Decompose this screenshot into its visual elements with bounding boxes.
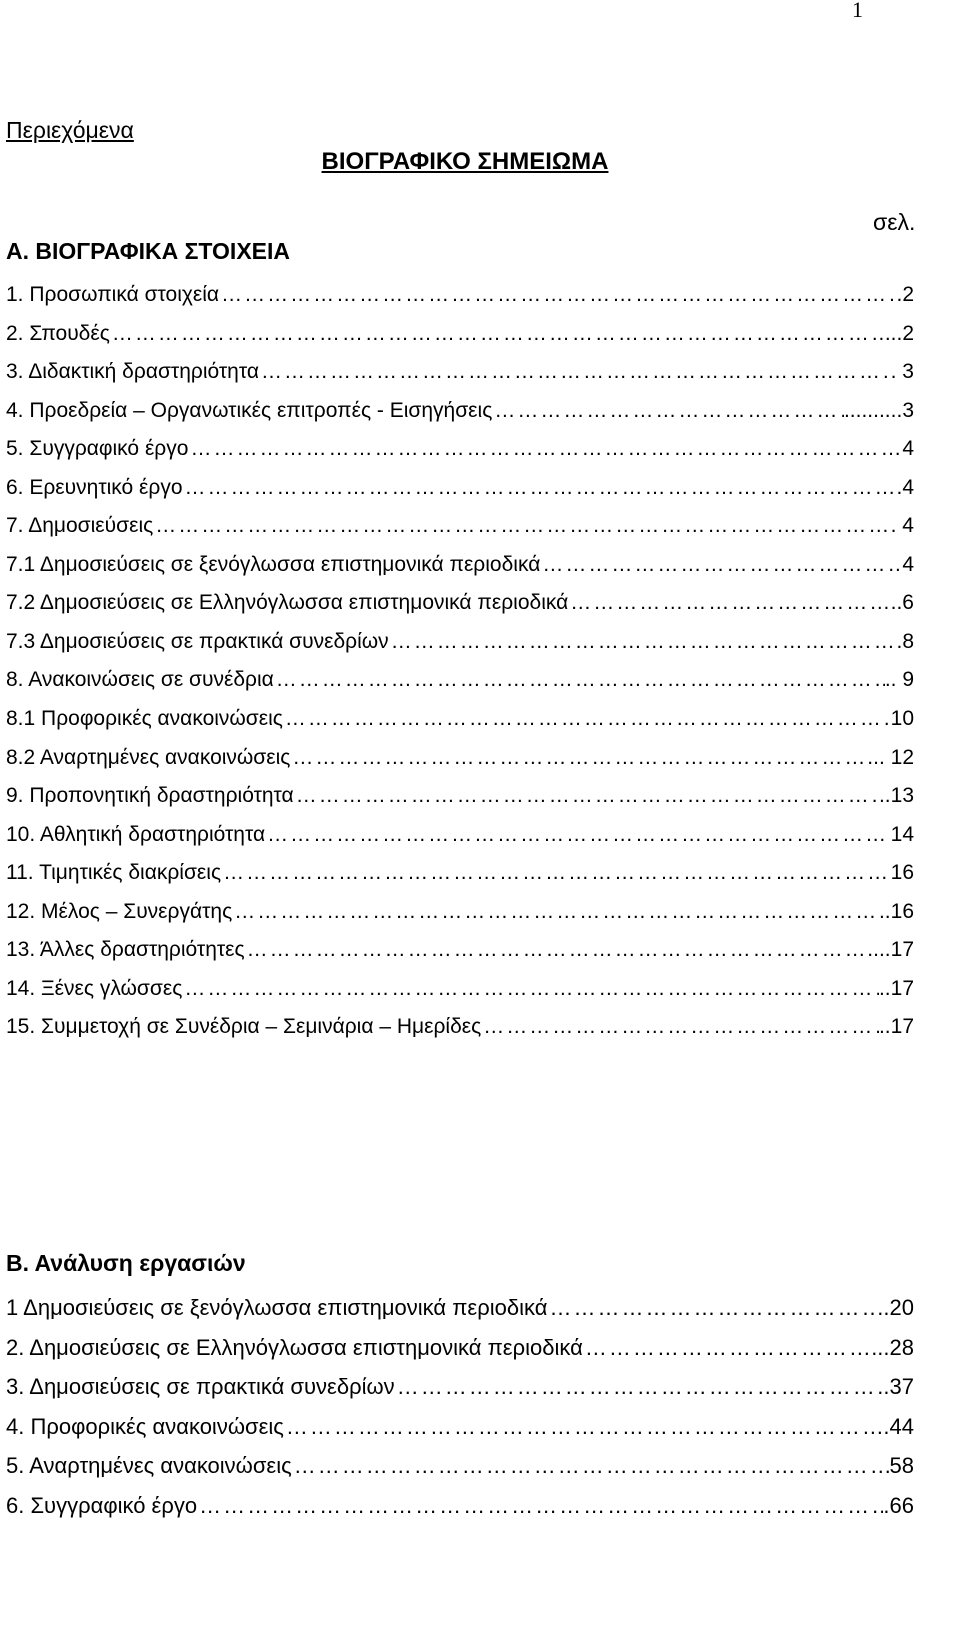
toc-entry-page: 10 — [890, 707, 914, 731]
toc-entry[interactable] — [6, 630, 914, 669]
toc-entry-label: 15. Συμμετοχή σε Συνέδρια – Σεμινάρια – Ημερίδες — [6, 1015, 482, 1039]
toc-entry-page: ...28 — [871, 1334, 914, 1360]
toc-entry-label: 8.2 Αναρτημένες ανακοινώσεις — [6, 745, 291, 769]
toc-entry-label: 4. Προεδρεία – Οργανωτικές επιτροπές - Εισηγήσεις — [6, 398, 493, 422]
toc-entry[interactable] — [6, 283, 914, 322]
toc-entry-page: 4 — [902, 552, 914, 576]
toc-leader — [284, 1414, 884, 1440]
toc-leader — [153, 514, 890, 538]
toc-entry-page: ..37 — [877, 1374, 914, 1400]
toc-entry-page: . 3 — [890, 360, 914, 384]
toc-entry-label: 5. Συγγραφικό έργο — [6, 437, 189, 461]
toc-entry-page: .66 — [883, 1492, 914, 1518]
toc-entry-page: ..20 — [877, 1295, 914, 1320]
section-b-title: Β. Ανάλυση εργασιών — [6, 1250, 246, 1276]
toc-entry[interactable] — [6, 1295, 914, 1335]
toc-entry[interactable] — [6, 1493, 914, 1533]
toc-entry-label: 3. Δημοσιεύσεις σε πρακτικά συνεδρίων — [6, 1374, 395, 1400]
toc-entry[interactable] — [6, 1374, 914, 1414]
toc-leader — [294, 784, 879, 808]
toc-entry[interactable] — [6, 861, 914, 900]
toc-entry[interactable] — [6, 977, 914, 1016]
toc-leader — [110, 322, 885, 346]
toc-entry-page: ..17 — [878, 976, 914, 1000]
toc-leader — [221, 861, 891, 885]
toc-leader — [182, 977, 879, 1001]
toc-entry[interactable] — [6, 823, 914, 862]
toc-entry[interactable] — [6, 514, 914, 553]
toc-leader — [197, 1493, 883, 1519]
toc-leader — [540, 553, 902, 577]
toc-leader — [583, 1335, 871, 1361]
toc-entry-page: .. 9 — [884, 668, 914, 692]
toc-leader — [395, 1374, 878, 1400]
toc-entry-label: 6. Συγγραφικό έργο — [6, 1492, 198, 1518]
toc-entry-label: 1. Προσωπικά στοιχεία — [6, 283, 220, 306]
toc-entry-label: 1 Δημοσιεύσεις σε ξενόγλωσσα επιστημονικά περιοδικά — [6, 1295, 548, 1320]
toc-entry-page: ..6 — [890, 591, 914, 615]
toc-entry[interactable] — [6, 784, 914, 823]
toc-section-a — [6, 283, 914, 1054]
toc-entry-page: 58 — [889, 1453, 914, 1479]
toc-entry-page: ..16 — [878, 899, 914, 923]
toc-entry-label: 4. Προφορικές ανακοινώσεις — [6, 1413, 284, 1439]
toc-entry-label: 8. Ανακοινώσεις σε συνέδρια — [6, 668, 274, 692]
toc-entry[interactable] — [6, 591, 914, 630]
toc-leader — [292, 1453, 890, 1479]
toc-leader — [188, 437, 902, 461]
toc-entry-page: 16 — [890, 861, 914, 885]
toc-entry[interactable] — [6, 360, 914, 399]
toc-entry-page: .2 — [896, 283, 914, 306]
toc-entry-page: 4 — [902, 437, 914, 461]
toc-entry-page: ..17 — [878, 1015, 914, 1039]
toc-entry-label: 6. Ερευνητικό έργο — [6, 475, 183, 499]
toc-entry-page: ..........3 — [843, 398, 914, 422]
toc-entry-page: ....17 — [867, 938, 914, 962]
toc-entry-label: 7.2 Δημοσιεύσεις σε Ελληνόγλωσσα επιστημονικά περιοδικά — [6, 591, 569, 615]
toc-entry-label: 13. Άλλες δραστηριότητες — [6, 938, 245, 962]
toc-entry[interactable] — [6, 938, 914, 977]
toc-section-b — [6, 1295, 914, 1533]
toc-entry-page: ... 12 — [867, 745, 914, 769]
toc-entry-page: .44 — [883, 1413, 914, 1439]
toc-entry[interactable] — [6, 476, 914, 515]
toc-entry-label: 12. Μέλος – Συνεργάτης — [6, 899, 233, 923]
toc-entry[interactable] — [6, 1414, 914, 1454]
toc-leader — [259, 360, 891, 384]
toc-entry-page: . 4 — [890, 514, 914, 538]
page-number: 1 — [852, 0, 863, 22]
toc-leader — [183, 476, 897, 500]
toc-entry[interactable] — [6, 1453, 914, 1493]
toc-entry[interactable] — [6, 1335, 914, 1375]
toc-entry-label: 10. Αθλητική δραστηριότητα — [6, 822, 266, 846]
toc-leader — [232, 900, 879, 924]
toc-leader — [481, 1015, 879, 1039]
toc-entry-label: 14. Ξένες γλώσσες — [6, 976, 183, 1000]
toc-entry[interactable] — [6, 900, 914, 939]
toc-entry-page: .8 — [896, 629, 914, 653]
toc-entry-label: 2. Σπουδές — [6, 321, 110, 345]
toc-entry-label: 9. Προπονητική δραστηριότητα — [6, 784, 294, 808]
toc-leader — [290, 746, 867, 770]
page-column-header: σελ. — [873, 209, 916, 235]
toc-entry[interactable] — [6, 322, 914, 361]
toc-entry-page: 14 — [890, 822, 914, 846]
toc-entry-label: 11. Τιμητικές διακρίσεις — [6, 861, 222, 885]
section-a-title: Α. ΒΙΟΓΡΑΦΙΚΑ ΣΤΟΙΧΕΙΑ — [6, 238, 291, 264]
toc-entry[interactable] — [6, 399, 914, 438]
toc-entry[interactable] — [6, 746, 914, 785]
toc-entry[interactable] — [6, 707, 914, 746]
toc-leader — [568, 591, 890, 615]
toc-entry[interactable] — [6, 668, 914, 707]
toc-entry-label: 7. Δημοσιεύσεις — [6, 514, 154, 538]
toc-leader — [547, 1295, 877, 1321]
toc-leader — [245, 938, 868, 962]
toc-entry-page: ...2 — [884, 321, 914, 345]
toc-entry-label: 2. Δημοσιεύσεις σε Ελληνόγλωσσα επιστημονικά περιοδικά — [6, 1334, 583, 1360]
toc-entry-label: 8.1 Προφορικές ανακοινώσεις — [6, 707, 283, 731]
toc-leader — [265, 823, 891, 847]
toc-leader — [389, 630, 897, 654]
toc-entry-label: 5. Αναρτημένες ανακοινώσεις — [6, 1453, 292, 1479]
toc-entry-label: 7.3 Δημοσιεύσεις σε πρακτικά συνεδρίων — [6, 629, 389, 653]
toc-entry[interactable] — [6, 437, 914, 476]
toc-entry-page: ..13 — [878, 784, 914, 808]
toc-leader — [219, 283, 896, 307]
toc-entry-label: 7.1 Δημοσιεύσεις σε ξενόγλωσσα επιστημονικά περιοδικά — [6, 552, 541, 576]
contents-link[interactable]: Περιεχόμενα — [6, 117, 134, 143]
document-title: ΒΙΟΓΡΑΦΙΚΟ ΣΗΜΕΙΩΜΑ — [321, 148, 609, 175]
toc-leader — [283, 707, 891, 731]
toc-leader — [274, 668, 885, 692]
toc-entry-page: .4 — [896, 475, 914, 499]
toc-leader — [492, 399, 844, 423]
toc-entry-label: 3. Διδακτική δραστηριότητα — [6, 360, 260, 384]
toc-entry[interactable] — [6, 1015, 914, 1054]
toc-entry[interactable] — [6, 553, 914, 592]
